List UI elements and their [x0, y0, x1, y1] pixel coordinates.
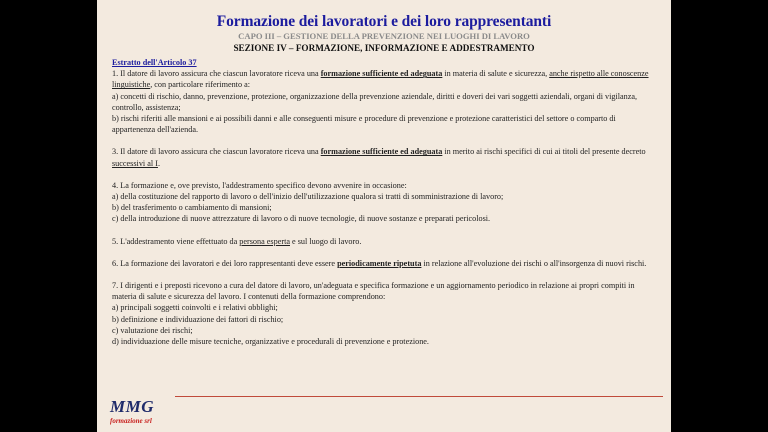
p3-underline: successivi al I: [112, 158, 158, 168]
p5-underline: persona esperta: [239, 236, 290, 246]
slide-title: Formazione dei lavoratori e dei loro rappresentanti: [216, 13, 552, 30]
paragraph-4: 4. La formazione e, ove previsto, l'addestramento specifico devono avvenire in occasione:: [112, 180, 407, 190]
chapter-subtitle: CAPO III – GESTIONE DELLA PREVENZIONE NEI LUOGHI DI LAVORO: [238, 31, 530, 41]
paragraph-1: [112, 68, 657, 90]
mmg-logo: [110, 397, 170, 427]
p1-mid: in materia di salute e sicurezza,: [442, 69, 550, 79]
p6-post: in relazione all'evoluzione dei rischi o all'insorgenza di nuovi rischi.: [421, 258, 647, 268]
logo-tagline: formazione srl: [110, 417, 152, 425]
logo-name: MMG: [110, 397, 155, 416]
paragraph-4-item-a: a) della costituzione del rapporto di lavoro o dell'inizio dell'utilizzazione qualora si tratti di somministrazione di lavoro;: [112, 192, 504, 202]
paragraph-6: [112, 258, 657, 269]
paragraph-7-item-d: d) individuazione delle misure tecniche, organizzative e procedurali di prevenzione e protezione.: [112, 337, 429, 347]
article-body: [112, 57, 657, 347]
p3-mid: in merito ai rischi specifici di cui ai titoli del presente decreto: [442, 147, 646, 157]
p6-text: 6. La formazione dei lavoratori e dei loro rappresentanti deve essere: [112, 258, 338, 268]
paragraph-7-item-b: b) definizione e individuazione dei fattori di rischio;: [112, 314, 284, 324]
footer-divider: [175, 396, 663, 397]
p5-text: 5. L'addestramento viene effettuato da: [112, 236, 240, 246]
p1-post: , con particolare riferimento a:: [150, 80, 250, 90]
paragraph-4-item-b: b) del trasferimento o cambiamento di mansioni;: [112, 203, 272, 213]
paragraph-1-item-b: b) rischi riferiti alle mansioni e ai possibili danni e alle conseguenti misure e procedure di prevenzione e protezione caratteristici del settore o comparto di appartenenza dell'azienda.: [112, 114, 616, 135]
paragraph-7-item-a: a) principali soggetti coinvolti e i relativi obblighi;: [112, 303, 278, 313]
paragraph-7-item-c: c) valutazione dei rischi;: [112, 325, 193, 335]
extract-label: Estratto dell'Articolo 37: [112, 58, 197, 67]
p3-post: .: [157, 158, 160, 168]
paragraph-4-item-c: c) della introduzione di nuove attrezzature di lavoro o di nuove tecnologie, di nuove sostanze e preparati pericolosi.: [112, 214, 491, 224]
paragraph-3: [112, 146, 657, 168]
p6-bold: periodicamente ripetuta: [337, 258, 422, 268]
paragraph-5: [112, 236, 657, 247]
section-heading: SEZIONE IV – FORMAZIONE, INFORMAZIONE E ADDESTRAMENTO: [233, 43, 535, 53]
slide: [97, 0, 671, 432]
p1-text: 1. Il datore di lavoro assicura che ciascun lavoratore riceva una: [112, 69, 321, 79]
p3-text: 3. Il datore di lavoro assicura che ciascun lavoratore riceva una: [112, 147, 321, 157]
p3-bold: formazione sufficiente ed adeguata: [320, 147, 443, 157]
paragraph-1-item-a: a) concetti di rischio, danno, prevenzione, protezione, organizzazione della prevenzione aziendale, diritti e doveri dei vari soggetti aziendali, organi di vigilanza, controllo, assistenza;: [112, 91, 638, 112]
paragraph-7: 7. I dirigenti e i preposti ricevono a cura del datore di lavoro, un'adeguata e specifica formazione e un aggiornamento periodico in relazione ai propri compiti in materia di salute e sicurezza del lavoro. I contenuti della formazione comprendono:: [112, 281, 635, 302]
p1-underline: anche rispetto alle conoscenze linguistiche: [112, 69, 649, 90]
p1-bold: formazione sufficiente ed adeguata: [320, 69, 443, 79]
p5-post: e sul luogo di lavoro.: [289, 236, 362, 246]
